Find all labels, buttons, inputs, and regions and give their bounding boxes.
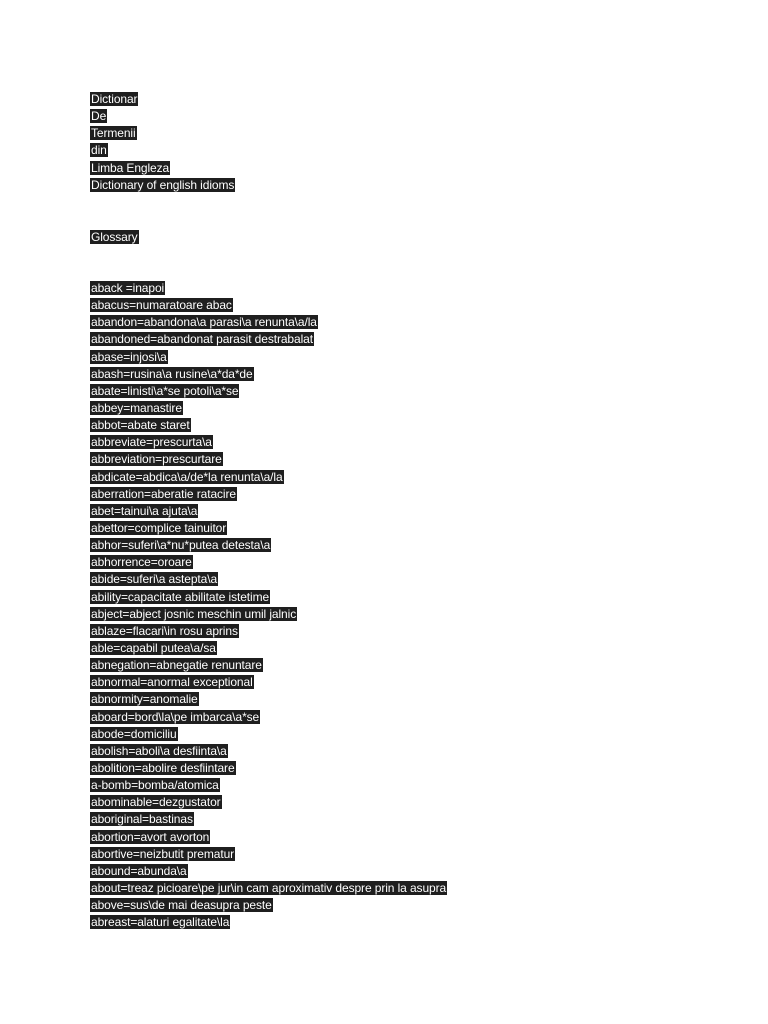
list-item: [90, 314, 730, 331]
list-item: [90, 846, 730, 863]
entry-text: abhor=suferi\a*nu*putea detesta\a: [91, 538, 271, 553]
entry-text: abreast=alaturi egalitate\la: [91, 915, 230, 930]
entry-text: abnormity=anomalie: [91, 692, 198, 707]
title-line: [90, 108, 730, 125]
entry-text: abound=abunda\a: [91, 863, 187, 878]
entry-text: abode=domiciliu: [91, 726, 177, 741]
list-item: [90, 554, 730, 571]
title-line: [90, 142, 730, 159]
list-item: [90, 691, 730, 708]
list-item: [90, 571, 730, 588]
list-item: [90, 863, 730, 880]
entry-text: abdicate=abdica\a/de*la renunta\a/la: [91, 469, 283, 484]
entry-text: abbot=abate staret: [91, 418, 190, 433]
entry-text: ability=capacitate abilitate istetime: [91, 589, 270, 604]
list-item: [90, 331, 730, 348]
list-item: [90, 434, 730, 451]
list-item: [90, 674, 730, 691]
entry-text: abet=tainui\a ajuta\a: [91, 503, 198, 518]
list-item: [90, 503, 730, 520]
title-line: [90, 125, 730, 142]
list-item: [90, 383, 730, 400]
title-line: [90, 160, 730, 177]
list-item: [90, 760, 730, 777]
entry-text: a-bomb=bomba/atomica: [91, 778, 219, 793]
entry-text: abortive=neizbutit prematur: [91, 846, 235, 861]
list-item: [90, 709, 730, 726]
list-item: [90, 486, 730, 503]
entry-text: abbreviate=prescurta\a: [91, 435, 212, 450]
entry-text: abandon=abandona\a parasi\a renunta\a/la: [91, 315, 317, 330]
glossary-heading-text: Glossary: [91, 230, 138, 244]
list-item: [90, 657, 730, 674]
list-item: [90, 777, 730, 794]
list-item: [90, 606, 730, 623]
title-line-text: De: [91, 109, 107, 124]
entry-text: abnormal=anormal exceptional: [91, 675, 253, 690]
title-line: [90, 91, 730, 108]
entry-text: above=sus\de mai deasupra peste: [91, 898, 272, 913]
entry-text: abash=rusina\a rusine\a*da*de: [91, 366, 253, 381]
entry-text: abortion=avort avorton: [91, 829, 210, 844]
list-item: [90, 349, 730, 366]
list-item: [90, 914, 730, 931]
glossary-heading: [90, 229, 730, 246]
entry-text: abhorrence=oroare: [91, 555, 192, 570]
list-item: [90, 589, 730, 606]
title-line-text: Dictionary of english idioms: [91, 177, 235, 192]
glossary-heading-block: [90, 229, 730, 246]
entry-text: abject=abject josnic meschin umil jalnic: [91, 606, 297, 621]
entry-text: aboard=bord\la\pe imbarca\a*se: [91, 709, 260, 724]
list-item: [90, 897, 730, 914]
entry-text: abominable=dezgustator: [91, 795, 221, 810]
list-item: [90, 537, 730, 554]
list-item: [90, 794, 730, 811]
entry-text: about=treaz picioare\pe jur\in cam aproximativ despre prin la asupra: [91, 880, 447, 895]
title-line-text: Termenii: [91, 126, 136, 141]
list-item: [90, 829, 730, 846]
list-item: [90, 623, 730, 640]
list-item: [90, 297, 730, 314]
title-line-text: din: [91, 143, 107, 158]
list-item: [90, 743, 730, 760]
entry-text: abacus=numaratoare abac: [91, 298, 232, 313]
entry-text: abettor=complice tainuitor: [91, 520, 227, 535]
list-item: [90, 726, 730, 743]
entry-text: abide=suferi\a astepta\a: [91, 572, 218, 587]
list-item: [90, 451, 730, 468]
list-item: [90, 280, 730, 297]
title-block: [90, 91, 730, 194]
entry-text: able=capabil putea\a/sa: [91, 640, 216, 655]
entry-text: abbreviation=prescurtare: [91, 452, 222, 467]
list-item: [90, 640, 730, 657]
title-line-text: Limba Engleza: [91, 160, 170, 175]
list-item: [90, 469, 730, 486]
title-line: [90, 177, 730, 194]
entry-text: aback =inapoi: [91, 281, 165, 295]
list-item: [90, 880, 730, 897]
entry-text: abnegation=abnegatie renuntare: [91, 658, 262, 673]
list-item: [90, 366, 730, 383]
entry-text: abate=linisti\a*se potoli\a*se: [91, 383, 239, 398]
list-item: [90, 520, 730, 537]
title-line-text: Dictionar: [91, 92, 138, 106]
entry-text: abandoned=abandonat parasit destrabalat: [91, 332, 313, 347]
entry-text: abolition=abolire desfiintare: [91, 760, 235, 775]
entry-text: ablaze=flacari\in rosu aprins: [91, 623, 238, 638]
entry-text: abolish=aboli\a desfiinta\a: [91, 743, 227, 758]
entry-text: aboriginal=bastinas: [91, 812, 193, 827]
entry-text: abase=injosi\a: [91, 349, 167, 364]
list-item: [90, 811, 730, 828]
list-item: [90, 400, 730, 417]
entry-text: abbey=manastire: [91, 400, 182, 415]
entries-list: [90, 280, 730, 931]
list-item: [90, 417, 730, 434]
entry-text: aberration=aberatie ratacire: [91, 486, 236, 501]
